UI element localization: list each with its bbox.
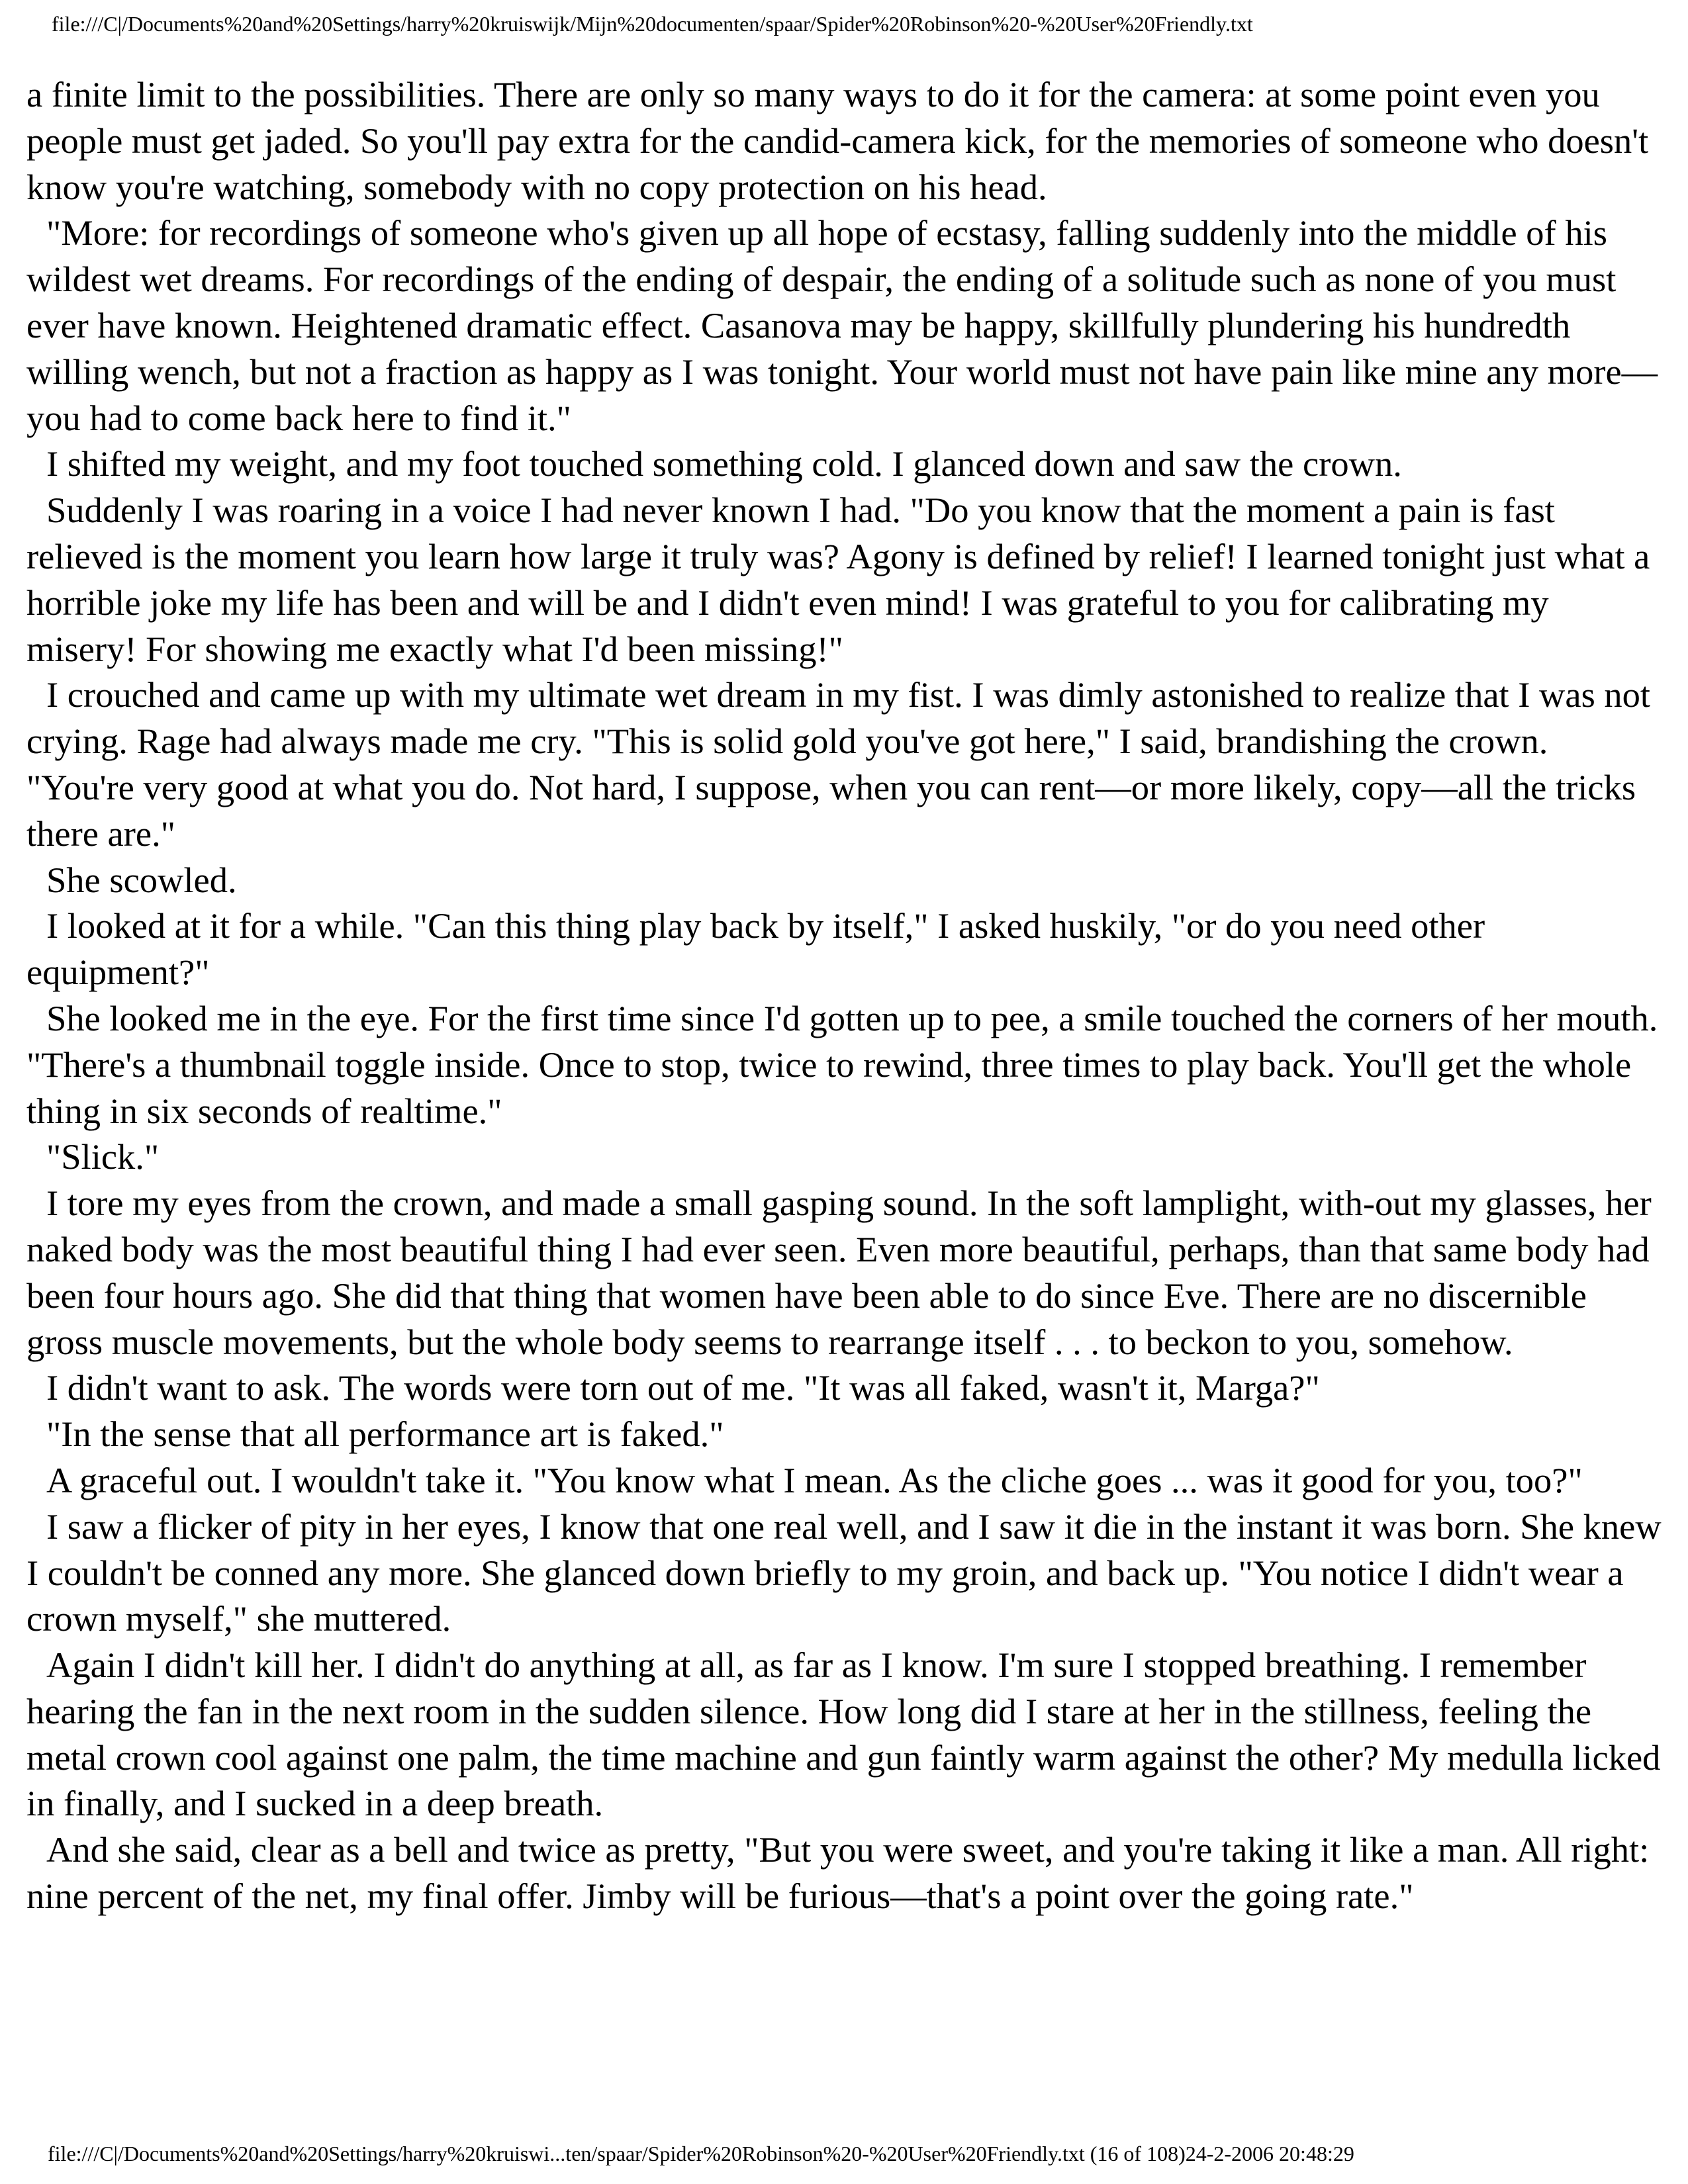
paragraph: "Slick." xyxy=(46,1136,160,1177)
paragraph: Again I didn't kill her. I didn't do anything at all, as far as I know. I'm sure I stopped breathing. I remember hearing the fan in the next room in the sudden silence. How long did I stare at her in the stillness, feeling the metal crown cool against one palm, the time machine and gun faintly warm against the other? My medulla licked in finally, and I sucked in a deep breath. xyxy=(26,1645,1661,1824)
paragraph: A graceful out. I wouldn't take it. "You know what I mean. As the cliche goes ... was it good for you, too?" xyxy=(46,1459,1583,1500)
paragraph: I crouched and came up with my ultimate wet dream in my fist. I was dimly astonished to realize that I was not crying. Rage had always made me cry. "This is solid gold you've got here," I said, brandishing the crown. "You're very good at what you do. Not hard, I suppose, when you can rent—or more likely, copy—all the tricks there are." xyxy=(26,674,1651,854)
paragraph: I shifted my weight, and my foot touched something cold. I glanced down and saw the crown. xyxy=(46,443,1402,484)
paragraph: I saw a flicker of pity in her eyes, I know that one real well, and I saw it die in the instant it was born. She knew I couldn't be conned any more. She glanced down briefly to my groin, and back up. "You notice I didn't wear a crown myself," she muttered. xyxy=(26,1506,1662,1639)
paragraph: Suddenly I was roaring in a voice I had never known I had. "Do you know that the moment a pain is fast relieved is the moment you learn how large it truly was? Agony is defined by relief! I learned tonight just what a horrible joke my life has been and will be and I didn't even mind! I was grateful to you for calibrating my misery! For showing me exactly what I'd been missing!" xyxy=(26,490,1650,669)
footer-file-path: file:///C|/Documents%20and%20Settings/harry%20kruiswi...ten/spaar/Spider%20Robinson%20-%20User%20Friendly.txt (16 of 108)24-2-2006 20:48:29 xyxy=(48,2142,1354,2165)
paragraph: "More: for recordings of someone who's given up all hope of ecstasy, falling suddenly into the middle of his wildest wet dreams. For recordings of the ending of despair, the ending of a solitude such as none of you must ever have known. Heightened dramatic effect. Casanova may be happy, skillfully plundering his hundredth willing wench, but not a fraction as happy as I was tonight. Your world must not have pain like mine any more—you had to come back here to find it." xyxy=(26,212,1658,438)
paragraph: I tore my eyes from the crown, and made a small gasping sound. In the soft lamplight, with-out my glasses, her naked body was the most beautiful thing I had ever seen. Even more beautiful, perhaps, than that same body had been four hours ago. She did that thing that women have been able to do since Eve. There are no discernible gross muscle movements, but the whole body seems to rearrange itself . . . to beckon to you, somehow. xyxy=(26,1183,1652,1362)
paragraph: She looked me in the eye. For the first time since I'd gotten up to pee, a smile touched the corners of her mouth. "There's a thumbnail toggle inside. Once to stop, twice to rewind, three times to play back. You'll get the whole thing in six seconds of realtime." xyxy=(26,997,1658,1131)
paragraph: I looked at it for a while. "Can this thing play back by itself," I asked huskily, "or do you need other equipment?" xyxy=(26,905,1485,993)
paragraph: a finite limit to the possibilities. There are only so many ways to do it for the camera: at some point even you people must get jaded. So you'll pay extra for the candid-camera kick, for the memories of someone who doesn't know you're watching, somebody with no copy protection on his head. xyxy=(26,74,1649,207)
header-file-path: file:///C|/Documents%20and%20Settings/harry%20kruiswijk/Mijn%20documenten/spaar/Spider%20Robinson%20-%20User%20Friendly.txt xyxy=(52,12,1253,36)
page-body xyxy=(26,71,1662,1919)
paragraph: And she said, clear as a bell and twice as pretty, "But you were sweet, and you're taking it like a man. All right: nine percent of the net, my final offer. Jimby will be furious—that's a point over the going rate." xyxy=(26,1829,1650,1917)
paragraph: "In the sense that all performance art is faked." xyxy=(46,1414,724,1455)
paragraph: I didn't want to ask. The words were torn out of me. "It was all faked, wasn't it, Marga?" xyxy=(46,1367,1320,1408)
paragraph: She scowled. xyxy=(46,859,237,900)
